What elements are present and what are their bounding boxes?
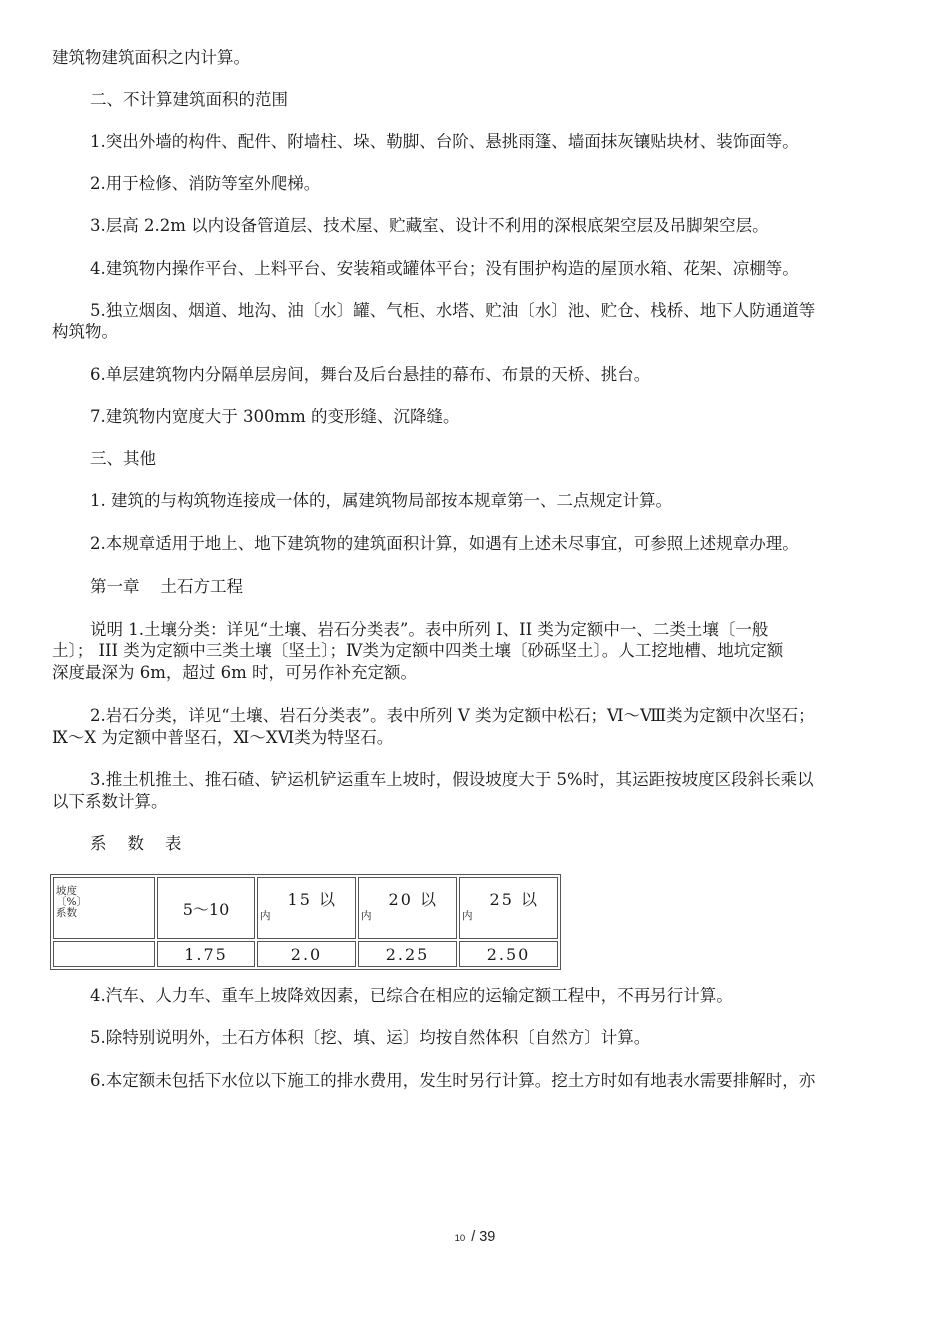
- chapter-title: 第一章 土石方工程: [90, 577, 243, 596]
- list-item: 6.单层建筑物内分隔单层房间，舞台及后台悬挂的幕布、布景的天桥、挑台。: [90, 365, 651, 384]
- slope-range-4: [459, 877, 558, 939]
- list-item: 7.建筑物内宽度大于 300mm 的变形缝、沉降缝。: [90, 407, 460, 426]
- percent-label: 〔%〕: [56, 896, 87, 908]
- coefficient-value: 2.25: [358, 941, 457, 967]
- slope-range-3-value: 20 以: [388, 890, 438, 909]
- slope-label: 坡度: [56, 885, 77, 897]
- note-2: 2.岩石分类，详见“土壤、岩石分类表”。表中所列 V 类为定额中松石；Ⅵ～Ⅷ类为定额中次坚石；: [90, 706, 815, 725]
- coefficient-table: [50, 874, 561, 970]
- slope-range-3: [358, 877, 457, 939]
- note-1: 说明 1.土壤分类：详见“土壤、岩石分类表”。表中所列 I、II 类为定额中一、二类土壤〔一般: [90, 620, 769, 639]
- list-item: 2.本规章适用于地上、地下建筑物的建筑面积计算，如遇有上述未尽事宜，可参照上述规章办理。: [90, 534, 799, 553]
- slope-range-2-suffix: 内: [260, 910, 271, 922]
- list-item-continuation: 构筑物。: [52, 322, 118, 341]
- table-row: [53, 941, 558, 967]
- coefficient-value: 1.75: [157, 941, 255, 967]
- section-heading-3: 三、其他: [90, 449, 156, 468]
- note-3: 3.推土机推土、推石碴、铲运机铲运重车上坡时，假设坡度大于 5%时，其运距按坡度区段斜长乘以: [90, 770, 814, 789]
- slope-range-3-suffix: 内: [361, 910, 372, 922]
- note-1-line-2: 土〕； III 类为定额中三类土壤〔坚土〕；Ⅳ类为定额中四类土壤〔砂砾坚土〕。人工挖地槽、地坑定额: [52, 641, 784, 660]
- paragraph-continuation: 建筑物建筑面积之内计算。: [52, 48, 250, 67]
- table-header-row: [53, 877, 558, 939]
- slope-range-4-value: 25 以: [489, 890, 539, 909]
- list-item: 1. 建筑的与构筑物连接成一体的，属建筑物局部按本规章第一、二点规定计算。: [90, 491, 672, 510]
- slope-range-4-suffix: 内: [462, 910, 473, 922]
- list-item: 2.用于检修、消防等室外爬梯。: [90, 174, 321, 193]
- list-item: 1.突出外墙的构件、配件、附墙柱、垛、勒脚、台阶、悬挑雨篷、墙面抹灰镶贴块材、装饰面等。: [90, 132, 799, 151]
- list-item: 5.独立烟囱、烟道、地沟、油〔水〕罐、气柜、水塔、贮油〔水〕池、贮仓、栈桥、地下人防通道等: [90, 301, 816, 320]
- page-footer: [0, 1229, 950, 1245]
- coefficient-value: 2.0: [257, 941, 356, 967]
- note-4: 4.汽车、人力车、重车上坡降效因素，已综合在相应的运输定额工程中，不再另行计算。: [90, 986, 733, 1005]
- page-number: 10: [454, 1233, 466, 1244]
- slope-range-1: 5～10: [157, 877, 255, 939]
- list-item: 3.层高 2.2m 以内设备管道层、技术屋、贮藏室、设计不利用的深根底架空层及吊脚架空层。: [90, 216, 769, 235]
- slope-range-2-value: 15 以: [287, 890, 337, 909]
- note-6: 6.本定额未包括下水位以下施工的排水费用，发生时另行计算。挖土方时如有地表水需要排解时，亦: [90, 1071, 816, 1090]
- coefficient-label: 系数: [56, 907, 77, 919]
- note-1-line-3: 深度最深为 6m，超过 6m 时，可另作补充定额。: [52, 663, 418, 682]
- section-heading-2: 二、不计算建筑面积的范围: [90, 90, 288, 109]
- note-2-line-2: Ⅸ～X 为定额中普坚石，Ⅺ～XⅥ类为特坚石。: [52, 728, 394, 747]
- list-item: 4.建筑物内操作平台、上料平台、安装箱或罐体平台；没有围护构造的屋顶水箱、花架、凉棚等。: [90, 259, 799, 278]
- slope-range-2: [257, 877, 356, 939]
- table-title: 系 数 表: [90, 834, 182, 853]
- coefficient-value: 2.50: [459, 941, 558, 967]
- page-total: / 39: [471, 1229, 496, 1245]
- empty-cell: [53, 941, 155, 967]
- slope-header-cell: [53, 877, 155, 939]
- note-3-line-2: 以下系数计算。: [52, 792, 168, 811]
- note-5: 5.除特别说明外，土石方体积〔挖、填、运〕均按自然体积〔自然方〕计算。: [90, 1028, 651, 1047]
